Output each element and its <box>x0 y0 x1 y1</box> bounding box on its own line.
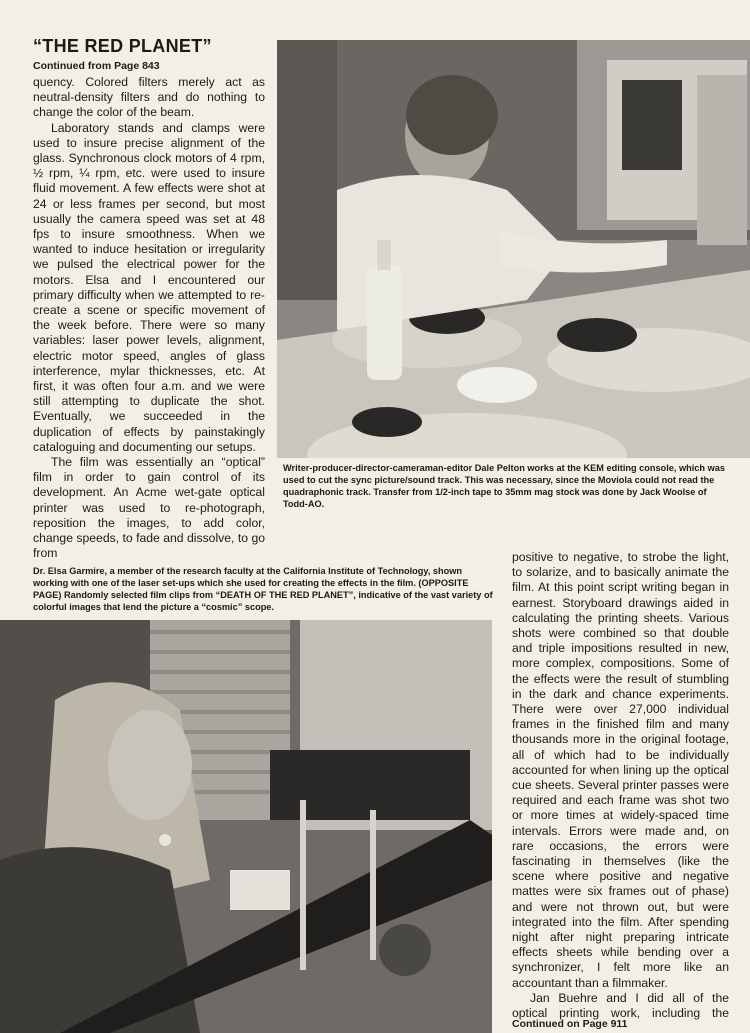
continued-from-note: Continued from Page 843 <box>33 60 160 72</box>
paragraph: Jan Buehre and I did all of the optical printing work, including the <box>512 990 729 1020</box>
photo-laser-setup <box>0 620 492 1033</box>
paragraph: Laboratory stands and clamps were used to insure precise alignment of the glass. Synchronous clock motors of 4 rpm, ½ rpm, ¼ rpm, etc. were used to insure fluid movement. A few effects were shot at 24 or less frames per second, but most usually the camera speed was set at 48 fps to insure smoothness. When we wanted to induce hesitation or irregularity we pulsed the electrical power for the motors. Elsa and I encountered our primary difficulty when we attempted to re-create a scene or specific movement of the week before. There were so many variables: laser power levels, alignment, electric motor speed, angles of glass interference, mylar thicknesses, etc. At first, it was often four a.m. and we were still attempting to duplicate the shot. Eventually, we succeeded in the duplication of effects by painstakingly cataloguing and documenting our setups. <box>33 120 265 454</box>
right-text-column <box>512 550 729 1020</box>
photo-editing-console <box>277 40 750 458</box>
bottom-photo-caption: Dr. Elsa Garmire, a member of the research faculty at the California Institute of Technology, shown working with one of the laser set-ups which she used for creating the effects in the film. (OPPOSITE PAGE) Randomly selected film clips from “DEATH OF THE RED PLANET”, indicative of the vast variety of colorful images that lend the picture a “cosmic” scope. <box>33 566 493 612</box>
left-text-column <box>33 75 265 562</box>
top-photo-caption: Writer-producer-director-cameraman-editor Dale Pelton works at the KEM editing console, which was used to cut the sync picture/sound track. This was necessary, since the Moviola could not read the quadraphonic track. Transfer from 1/2-inch tape to 35mm mag stock was done by Jack Woolse of Todd-AO. <box>283 463 725 509</box>
paragraph: quency. Colored filters merely act as neutral-density filters and do nothing to change the color of the beam. <box>33 75 265 120</box>
paragraph: positive to negative, to strobe the light, to solarize, and to basically animate the film. At this point script writing began in earnest. Storyboard drawings aided in calculating the printing sheets. Various shots were combined so that double and triple impositions resulted in new, more complex, compositions. Some of the effects were the result of stumbling in the dark and chance experiments. There were over 27,000 individual frames in the finished film and many thousands more in the original footage, all of which had to be individually accounted for when lining up the optical cue sheets. Several printer passes were required and each frame was shot two or more times at widely-spaced time intervals. Errors were made and, on rare occasions, the errors were fascinating in themselves (like the scene where positive and negative mattes were six frames out of phase) and were not thrown out, but were integrated into the film. After spending night after night preparing intricate effects sheets while bending over a synchronizer, I felt more like an accountant than a filmmaker. <box>512 550 729 990</box>
paragraph: The film was essentially an “optical” film in order to gain control of its development. An Acme wet-gate optical printer was used to re-photograph, reposition the images, to add color, change speeds, to fade and dissolve, to go from <box>33 455 265 561</box>
article-title: “THE RED PLANET” <box>33 36 212 56</box>
continued-on-note: Continued on Page 911 <box>512 1018 628 1030</box>
